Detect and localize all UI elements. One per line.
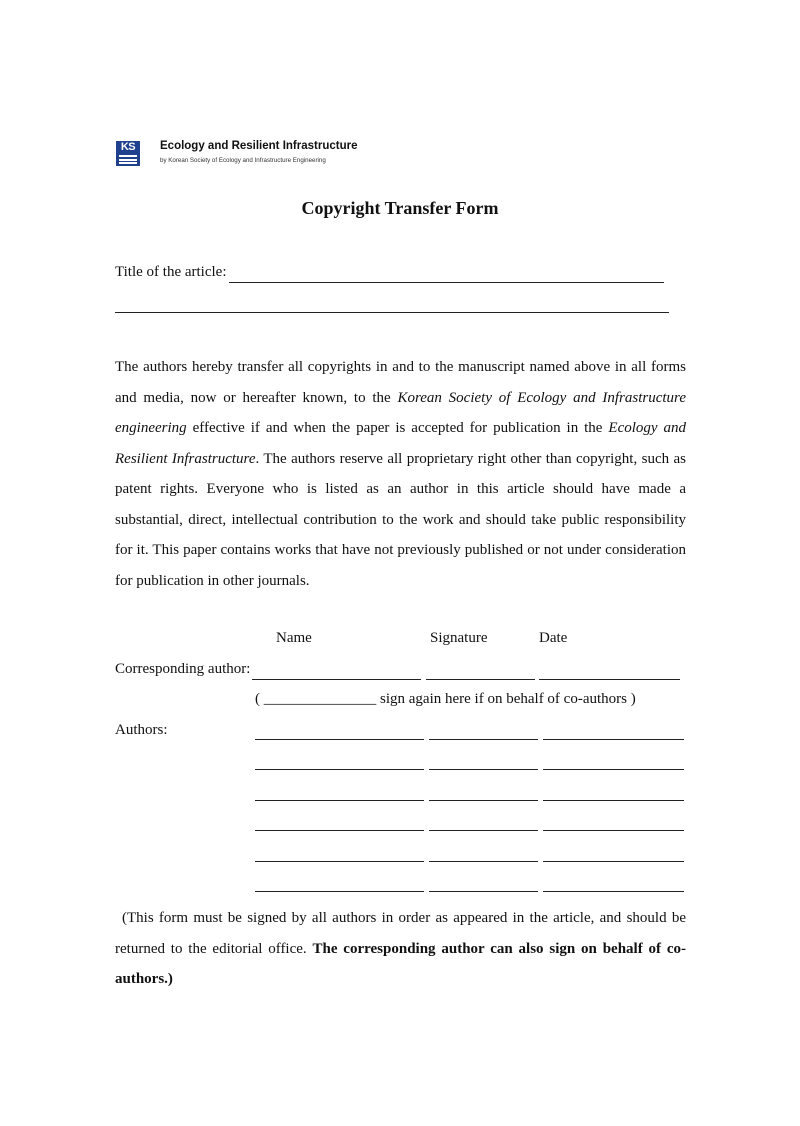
author-signature-line[interactable] — [429, 891, 538, 892]
society-name: Korean Society of Ecology and Infrastructure engineering — [115, 389, 686, 436]
article-title-label: Title of the article: — [115, 264, 227, 280]
instructions-normal: (This form must be signed by all authors in order as appeared in the article, and should be returned to the editorial office. — [115, 910, 686, 957]
author-signature-line[interactable] — [429, 769, 538, 770]
author-name-line[interactable] — [255, 830, 424, 831]
corresponding-name-line[interactable] — [252, 679, 421, 680]
author-date-line[interactable] — [543, 830, 684, 831]
journal-name-inline: Ecology and Resilient Infrastructure — [115, 420, 686, 467]
sign-again-note: ( _______________ sign again here if on behalf of co-authors ) — [255, 691, 636, 707]
author-name-line[interactable] — [255, 861, 424, 862]
author-signature-line[interactable] — [429, 861, 538, 862]
corresponding-signature-line[interactable] — [426, 679, 535, 680]
statement-part-3: . The authors reserve all proprietary right other than copyright, such as patent rights. Everyone who is listed as an author in this article should have made a substantial, direct, intellectual contribution to the work and should take public responsibility for it. This paper contains works that have not previously published or not under consideration for publication in other journals. — [115, 450, 687, 589]
transfer-statement — [115, 352, 686, 596]
author-signature-line[interactable] — [429, 800, 538, 801]
corresponding-date-line[interactable] — [539, 679, 680, 680]
statement-part-2: effective if and when the paper is accepted for publication in the — [186, 420, 609, 436]
form-title: Copyright Transfer Form — [301, 198, 499, 218]
signing-instructions — [115, 903, 686, 995]
author-date-line[interactable] — [543, 769, 684, 770]
author-name-line[interactable] — [255, 800, 424, 801]
author-signature-line[interactable] — [429, 830, 538, 831]
corresponding-author-label: Corresponding author: — [115, 661, 251, 677]
author-signature-line[interactable] — [429, 739, 538, 740]
journal-name: Ecology and Resilient Infrastructure — [160, 140, 358, 152]
column-date: Date — [539, 630, 568, 646]
logo-text: KS — [120, 141, 136, 153]
author-name-line[interactable] — [255, 739, 424, 740]
logo-bars-icon — [119, 155, 137, 166]
authors-label: Authors: — [115, 722, 168, 738]
journal-subtitle: by Korean Society of Ecology and Infrastructure Engineering — [160, 157, 326, 164]
column-name: Name — [276, 630, 312, 646]
author-name-line[interactable] — [255, 891, 424, 892]
article-title-line-1[interactable] — [229, 282, 664, 283]
author-date-line[interactable] — [543, 861, 684, 862]
author-name-line[interactable] — [255, 769, 424, 770]
statement-part-1: The authors hereby transfer all copyrights in and to the manuscript named above in all forms and media, now or hereafter known, to the — [115, 359, 686, 406]
author-date-line[interactable] — [543, 891, 684, 892]
column-signature: Signature — [430, 630, 488, 646]
journal-logo — [116, 141, 140, 166]
author-date-line[interactable] — [543, 739, 684, 740]
author-date-line[interactable] — [543, 800, 684, 801]
instructions-bold: The corresponding author can also sign on behalf of co-authors.) — [115, 940, 686, 987]
article-title-line-2[interactable] — [115, 312, 669, 313]
